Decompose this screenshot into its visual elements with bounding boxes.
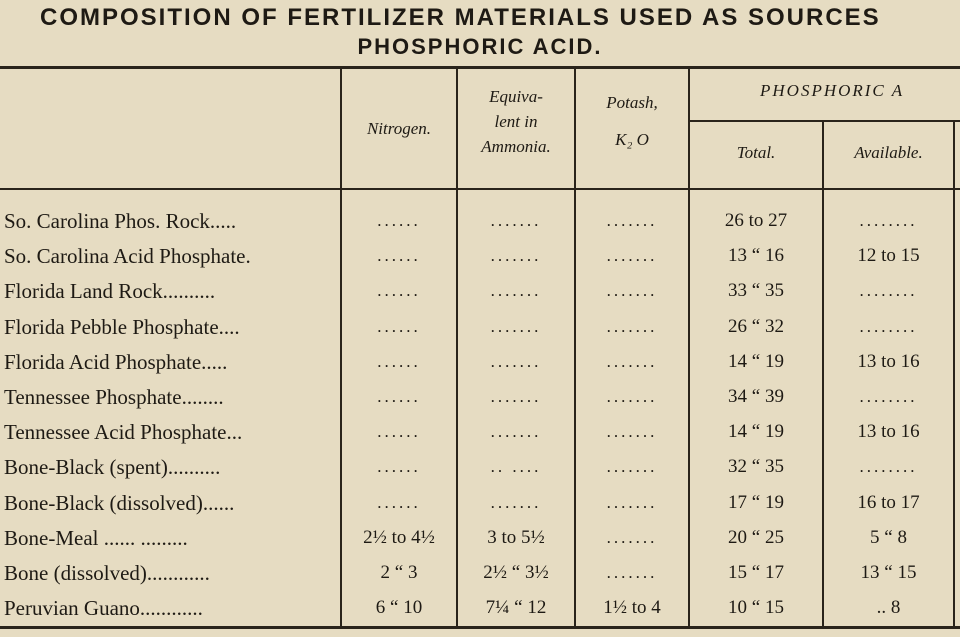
cell-total: 34 “ 39 xyxy=(728,386,784,407)
cell-total: 32 “ 35 xyxy=(728,456,784,478)
cell-potash: ....... xyxy=(606,316,658,336)
cell-potash: ....... xyxy=(606,281,658,301)
cell-ammonia: ....... xyxy=(490,281,542,301)
cell-potash: 1½ to 4 xyxy=(603,597,661,619)
header-equiv-line-2: lent in xyxy=(494,112,538,131)
header-equivalent-ammonia xyxy=(458,84,574,159)
cell-total: 26 “ 32 xyxy=(728,315,784,337)
cell-nitrogen: ...... xyxy=(377,281,421,301)
cell-available: 12 to 15 xyxy=(857,245,920,267)
cell-total: 33 “ 35 xyxy=(728,280,784,302)
title-line-2: PHOSPHORIC ACID. xyxy=(357,34,603,59)
col-rule-6 xyxy=(953,120,955,626)
header-bottom-rule xyxy=(0,188,960,190)
cell-nitrogen: 2 “ 3 xyxy=(380,562,418,583)
row-label: Florida Acid Phosphate..... xyxy=(4,349,228,374)
row-label: Florida Pebble Phosphate.... xyxy=(4,314,240,339)
cell-potash: ....... xyxy=(606,351,658,371)
header-total: Total. xyxy=(736,143,776,162)
cell-nitrogen: ...... xyxy=(377,422,421,442)
row-label: Tennessee Phosphate........ xyxy=(4,385,224,409)
cell-potash: ....... xyxy=(606,211,658,230)
cell-total: 17 “ 19 xyxy=(728,491,784,513)
cell-available: 5 “ 8 xyxy=(870,526,907,548)
row-label: Bone-Black (dissolved)...... xyxy=(4,490,235,515)
row-label: So. Carolina Phos. Rock..... xyxy=(4,209,237,233)
row-label: Florida Land Rock.......... xyxy=(4,279,216,304)
header-nitrogen: Nitrogen. xyxy=(366,119,432,138)
row-label: Peruvian Guano............ xyxy=(4,596,203,621)
table-bottom-rule xyxy=(0,626,960,629)
header-available: Available. xyxy=(854,143,923,162)
table-top-rule xyxy=(0,66,960,69)
row-label: So. Carolina Acid Phosphate. xyxy=(4,244,251,269)
cell-potash: ....... xyxy=(606,422,658,442)
cell-ammonia: 3 to 5½ xyxy=(487,526,545,548)
cell-ammonia: ....... xyxy=(490,422,542,442)
cell-nitrogen: ...... xyxy=(377,492,421,512)
cell-potash: ....... xyxy=(606,387,658,406)
cell-total: 14 “ 19 xyxy=(728,350,784,372)
cell-ammonia: ....... xyxy=(490,492,542,512)
cell-available: ........ xyxy=(859,281,918,301)
cell-available: ........ xyxy=(859,387,918,406)
cell-available: 16 to 17 xyxy=(857,491,920,513)
cell-ammonia: ....... xyxy=(490,351,542,371)
title-line-1: COMPOSITION OF FERTILIZER MATERIALS USED AS SOURCES xyxy=(40,4,881,31)
cell-available: ........ xyxy=(859,211,918,230)
cell-available: ........ xyxy=(859,316,918,336)
cell-total: 20 “ 25 xyxy=(728,526,784,548)
cell-nitrogen: 2½ to 4½ xyxy=(363,526,435,548)
cell-ammonia: ....... xyxy=(490,246,542,266)
cell-ammonia: 2½ “ 3½ xyxy=(483,562,549,583)
cell-potash: ....... xyxy=(606,527,658,547)
cell-potash: ....... xyxy=(606,246,658,266)
phosphoric-group-rule xyxy=(690,120,960,122)
cell-total: 13 “ 16 xyxy=(728,245,784,267)
row-label: Bone-Black (spent).......... xyxy=(4,455,221,480)
cell-nitrogen: 6 “ 10 xyxy=(375,597,423,619)
cell-potash: ....... xyxy=(606,457,658,477)
cell-available: ........ xyxy=(859,457,918,477)
cell-available: 13 “ 15 xyxy=(860,562,917,583)
cell-ammonia: ....... xyxy=(490,387,542,406)
cell-potash: ....... xyxy=(606,563,658,582)
row-label: Bone (dissolved)............ xyxy=(4,561,210,585)
row-label: Bone-Meal ...... ......... xyxy=(4,525,188,550)
cell-nitrogen: ...... xyxy=(377,457,421,477)
cell-total: 14 “ 19 xyxy=(728,421,784,443)
cell-nitrogen: ...... xyxy=(377,246,421,266)
header-phosphoric-acid: PHOSPHORIC A xyxy=(760,81,905,100)
header-equiv-line-3: Ammonia. xyxy=(481,137,551,156)
cell-nitrogen: ...... xyxy=(377,351,421,371)
row-label: Tennessee Acid Phosphate... xyxy=(4,420,243,445)
header-equiv-line-1: Equiva- xyxy=(489,87,543,106)
cell-available: 13 to 16 xyxy=(857,350,920,372)
header-potash-line-2: K₂ O xyxy=(615,130,649,149)
cell-total: 15 “ 17 xyxy=(728,562,784,583)
cell-ammonia: ....... xyxy=(490,211,542,230)
header-potash-line-1: Potash, xyxy=(606,93,658,112)
cell-ammonia: ....... xyxy=(490,316,542,336)
cell-nitrogen: ...... xyxy=(377,387,421,406)
cell-total: 10 “ 15 xyxy=(728,597,784,619)
header-potash xyxy=(576,90,688,152)
cell-potash: ....... xyxy=(606,492,658,512)
cell-available: 13 to 16 xyxy=(857,421,920,443)
cell-nitrogen: ...... xyxy=(377,316,421,336)
cell-total: 26 to 27 xyxy=(724,210,788,231)
cell-nitrogen: ...... xyxy=(377,211,421,230)
cell-ammonia: .. .... xyxy=(490,457,542,477)
cell-available: .. 8 xyxy=(876,597,901,619)
cell-ammonia: 7¼ “ 12 xyxy=(485,597,547,619)
